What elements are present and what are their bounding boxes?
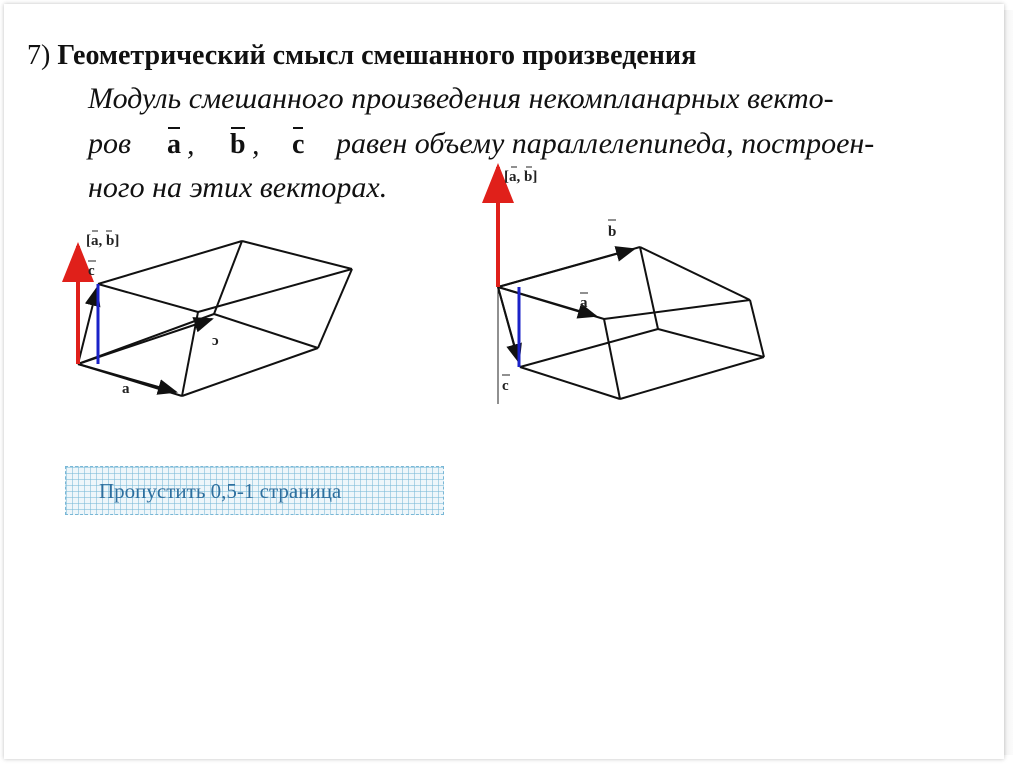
left-b-label: ɔ bbox=[212, 333, 219, 349]
left-c-label bbox=[88, 261, 96, 279]
left-vector-c bbox=[78, 288, 97, 364]
right-c-label bbox=[502, 375, 510, 394]
slide bbox=[4, 4, 1004, 759]
right-vector-c bbox=[498, 287, 519, 362]
right-cross-label bbox=[504, 167, 537, 185]
vector-b-bar bbox=[231, 127, 245, 129]
body-line-2-prefix: ров bbox=[88, 127, 132, 160]
left-cross-label bbox=[86, 231, 119, 249]
right-b-label-text: b bbox=[608, 224, 617, 240]
title-text: Геометрический смысл смешанного произведения bbox=[57, 40, 697, 71]
skip-note-text: Пропустить 0,5-1 страница bbox=[99, 479, 342, 503]
left-cross-label-text: [a, b] bbox=[86, 233, 120, 249]
vector-c-bar bbox=[293, 127, 303, 129]
right-c-label-text: c bbox=[502, 378, 509, 394]
body-line-2-suffix: равен объему параллелепипеда, построен- bbox=[336, 127, 875, 160]
vector-b-label bbox=[230, 129, 246, 161]
slide-edge bbox=[1003, 10, 1013, 755]
body-line-1: Модуль смешанного произведения некомпланарных векто- bbox=[88, 82, 834, 115]
vector-c-label bbox=[292, 129, 304, 161]
right-vector-b bbox=[498, 249, 634, 287]
left-edges bbox=[78, 241, 352, 396]
right-edges bbox=[498, 247, 764, 399]
vector-a-letter: a bbox=[167, 129, 181, 160]
vector-a-label bbox=[167, 129, 181, 161]
right-cross-label-text: [a, b] bbox=[504, 169, 538, 185]
right-a-label bbox=[580, 293, 588, 311]
vector-a-bar bbox=[168, 127, 180, 129]
comma-after-b: , bbox=[252, 128, 260, 161]
comma-after-a: , bbox=[187, 128, 195, 161]
vector-c-letter: c bbox=[292, 129, 305, 160]
skip-note-box bbox=[65, 466, 444, 515]
parallelepiped-figure-left bbox=[62, 224, 362, 404]
slide-title bbox=[27, 40, 696, 72]
right-a-label-text: a bbox=[580, 295, 588, 311]
vector-b-letter: b bbox=[230, 129, 246, 160]
title-number: 7) bbox=[27, 40, 51, 71]
body-line-3: ного на этих векторах. bbox=[88, 171, 388, 204]
parallelepiped-figure-right bbox=[488, 159, 778, 409]
left-c-label-text: c bbox=[88, 263, 95, 279]
left-a-label: a bbox=[122, 381, 130, 397]
right-b-label bbox=[608, 220, 616, 240]
